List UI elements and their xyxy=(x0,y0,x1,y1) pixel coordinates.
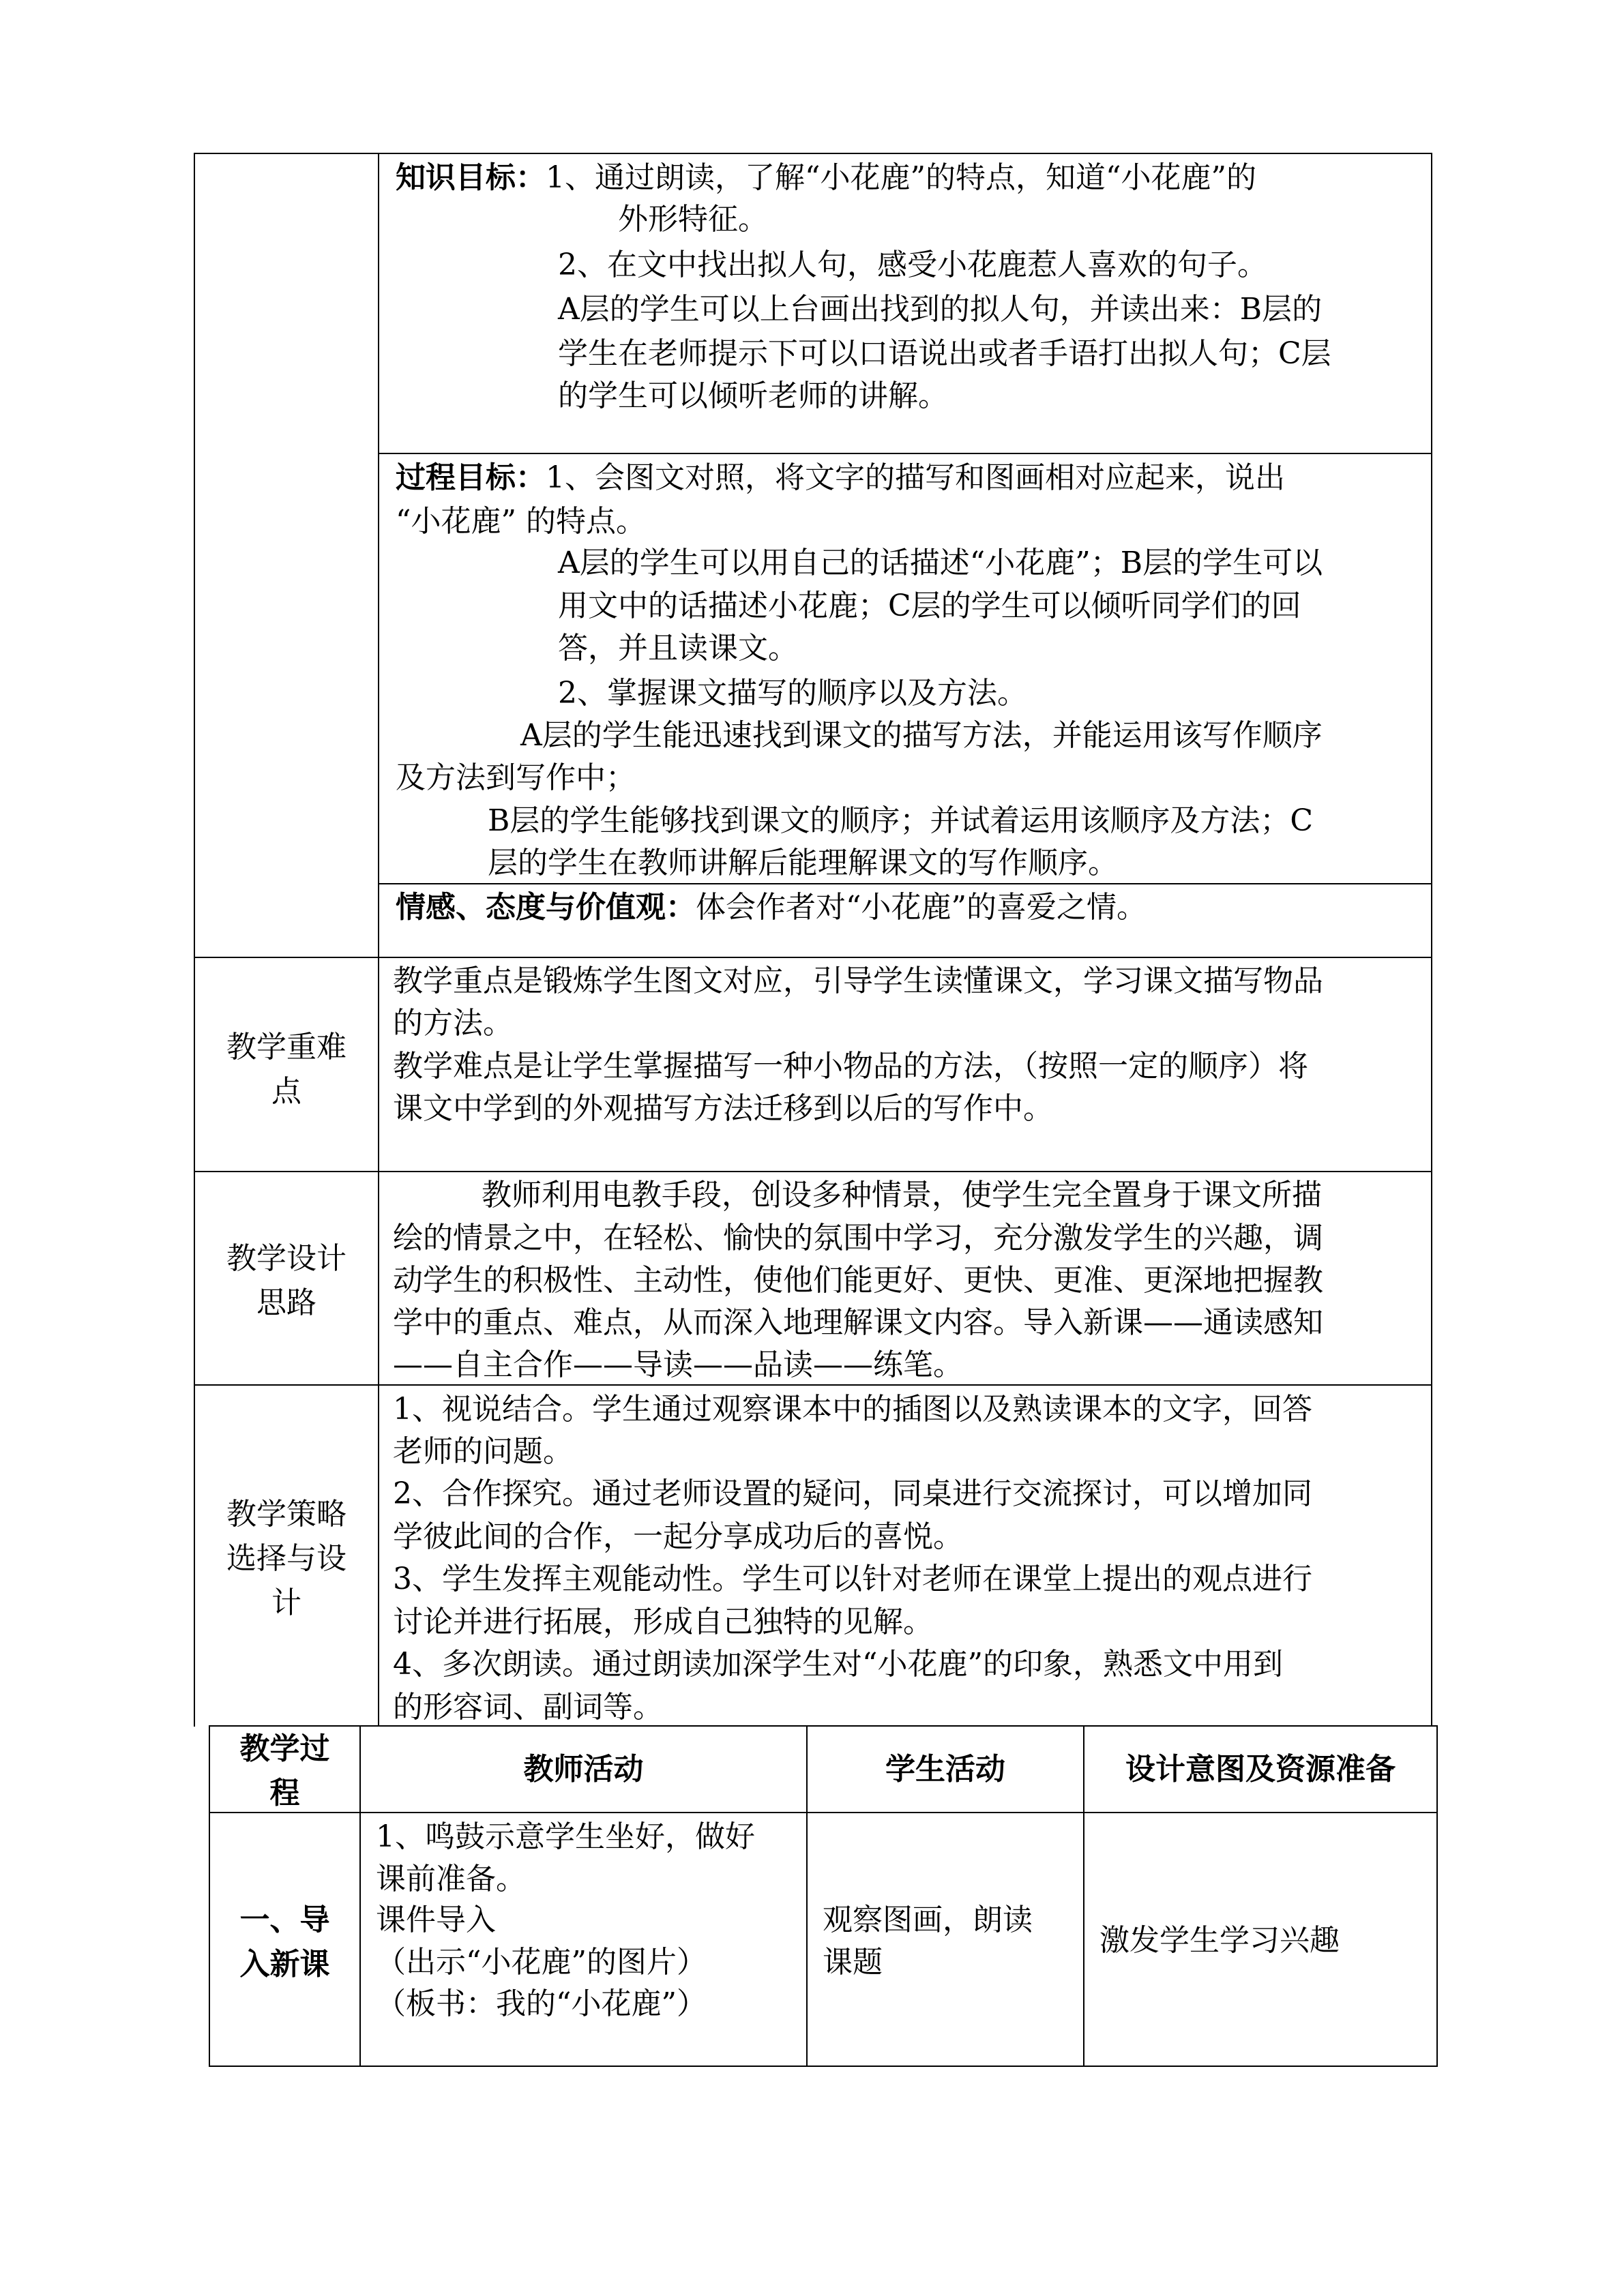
key-points-line-4: 课文中学到的外观描写方法迁移到以后的写作中。 xyxy=(393,1091,1053,1126)
knowledge-objective-label: 知识目标： xyxy=(396,160,546,195)
row-line-objectives-keypoints xyxy=(194,957,1432,958)
row1-teacher-line-1: 1、鸣鼓示意学生坐好，做好 xyxy=(376,1819,755,1854)
design-idea-line-4: 学中的重点、难点，从而深入地理解课文内容。导入新课——通读感知 xyxy=(393,1305,1323,1340)
design-idea-line-3: 动学生的积极性、主动性，使他们能更好、更快、更准、更深地把握教 xyxy=(393,1263,1323,1298)
process-objective-line-7: A层的学生能迅速找到课文的描写方法，并能运用该写作顺序 xyxy=(520,718,1323,753)
row-line-knowledge-process xyxy=(378,453,1432,454)
strategy-line-1: 1、视说结合。学生通过观察课本中的插图以及熟读课本的文字，回答 xyxy=(393,1392,1312,1427)
knowledge-objective-line-4: A层的学生可以上台画出找到的拟人句，并读出来：B层的 xyxy=(558,292,1323,327)
key-points-line-1: 教学重点是锻炼学生图文对应，引导学生读懂课文，学习课文描写物品 xyxy=(393,964,1323,998)
upper-table-top-border xyxy=(194,153,1432,154)
row1-teacher-line-5: （板书：我的“小花鹿”） xyxy=(376,1986,707,2021)
header-stage: 教学过 程 xyxy=(239,1731,330,1810)
process-objective-line-9: B层的学生能够找到课文的顺序；并试着运用该顺序及方法；C xyxy=(488,803,1313,838)
process-objective-line-6: 2、掌握课文描写的顺序以及方法。 xyxy=(558,676,1027,711)
row1-teacher-line-2: 课前准备。 xyxy=(376,1862,526,1896)
process-objective-line-8: 及方法到写作中； xyxy=(396,760,636,795)
process-table-right-border xyxy=(1436,1725,1438,2067)
process-objective-line-2: “小花鹿” 的特点。 xyxy=(396,504,646,539)
strategy-label: 教学策略 选择与设 计 xyxy=(226,1497,346,1620)
design-idea-line-5: ——自主合作——导读——品读——练笔。 xyxy=(393,1347,963,1382)
row1-student-line-2: 课题 xyxy=(823,1945,883,1980)
row1-stage: 一、导 入新课 xyxy=(239,1903,330,1982)
design-idea-line-2: 绘的情景之中，在轻松、愉快的氛围中学习，充分激发学生的兴趣，调 xyxy=(393,1221,1323,1255)
strategy-line-5: 3、学生发挥主观能动性。学生可以针对老师在课堂上提出的观点进行 xyxy=(393,1562,1312,1596)
key-points-line-3: 教学难点是让学生掌握描写一种小物品的方法，（按照一定的顺序）将 xyxy=(393,1049,1308,1084)
upper-table-left-border xyxy=(194,153,195,1727)
header-teacher-activity: 教师活动 xyxy=(523,1752,644,1787)
process-objective-line-3: A层的学生可以用自己的话描述“小花鹿”；B层的学生可以 xyxy=(558,546,1323,580)
emotion-objective-line: 情感、态度与价值观：体会作者对“小花鹿”的喜爱之情。 xyxy=(396,890,1147,925)
strategy-line-3: 2、合作探究。通过老师设置的疑问，同桌进行交流探讨，可以增加同 xyxy=(393,1476,1312,1511)
knowledge-objective-line-2: 外形特征。 xyxy=(618,202,768,237)
row-line-keypoints-design xyxy=(194,1171,1432,1172)
design-idea-line-1: 教师利用电教手段，创设多种情景，使学生完全置身于课文所描 xyxy=(482,1178,1322,1212)
design-idea-label: 教学设计 思路 xyxy=(226,1241,346,1320)
strategy-line-8: 的形容词、副词等。 xyxy=(393,1690,663,1725)
row1-teacher-line-4: （出示“小花鹿”的图片） xyxy=(376,1945,707,1980)
upper-table-divider xyxy=(378,153,379,1727)
header-student-activity: 学生活动 xyxy=(885,1752,1005,1787)
strategy-line-6: 讨论并进行拓展，形成自己独特的见解。 xyxy=(393,1605,933,1639)
process-objective-line-10: 层的学生在教师讲解后能理解课文的写作顺序。 xyxy=(488,846,1118,880)
process-objective-line-1: 过程目标：1、会图文对照，将文字的描写和图画相对应起来，说出 xyxy=(396,460,1285,495)
strategy-line-2: 老师的问题。 xyxy=(393,1434,573,1469)
knowledge-objective-line-6: 的学生可以倾听老师的讲解。 xyxy=(558,378,948,413)
process-table-top-border xyxy=(209,1725,1438,1727)
strategy-line-4: 学彼此间的合作，一起分享成功后的喜悦。 xyxy=(393,1519,963,1554)
row1-teacher-line-3: 课件导入 xyxy=(376,1903,496,1937)
header-design-intent: 设计意图及资源准备 xyxy=(1125,1752,1396,1787)
knowledge-objective-line-3: 2、在文中找出拟人句，感受小花鹿惹人喜欢的句子。 xyxy=(558,248,1267,282)
emotion-objective-label: 情感、态度与价值观： xyxy=(396,890,696,925)
process-objective-label: 过程目标： xyxy=(396,460,546,495)
process-table-bottom-border xyxy=(209,2066,1438,2067)
process-table-header-bottom xyxy=(209,1812,1438,1813)
key-points-line-2: 的方法。 xyxy=(393,1006,513,1041)
row1-student-line-1: 观察图画，朗读 xyxy=(823,1903,1033,1937)
knowledge-objective-line-5: 学生在老师提示下可以口语说出或者手语打出拟人句；C层 xyxy=(558,336,1331,371)
row1-design-intent: 激发学生学习兴趣 xyxy=(1099,1923,1340,1958)
process-objective-line-5: 答，并且读课文。 xyxy=(558,631,798,666)
process-objective-line-4: 用文中的话描述小花鹿；C层的学生可以倾听同学们的回 xyxy=(558,588,1301,623)
knowledge-objective-line-1: 知识目标：1、通过朗读，了解“小花鹿”的特点，知道“小花鹿”的 xyxy=(396,160,1256,195)
strategy-line-7: 4、多次朗读。通过朗读加深学生对“小花鹿”的印象，熟悉文中用到 xyxy=(393,1647,1283,1682)
key-points-label: 教学重难 点 xyxy=(226,1030,346,1109)
upper-table-right-border xyxy=(1431,153,1432,1727)
